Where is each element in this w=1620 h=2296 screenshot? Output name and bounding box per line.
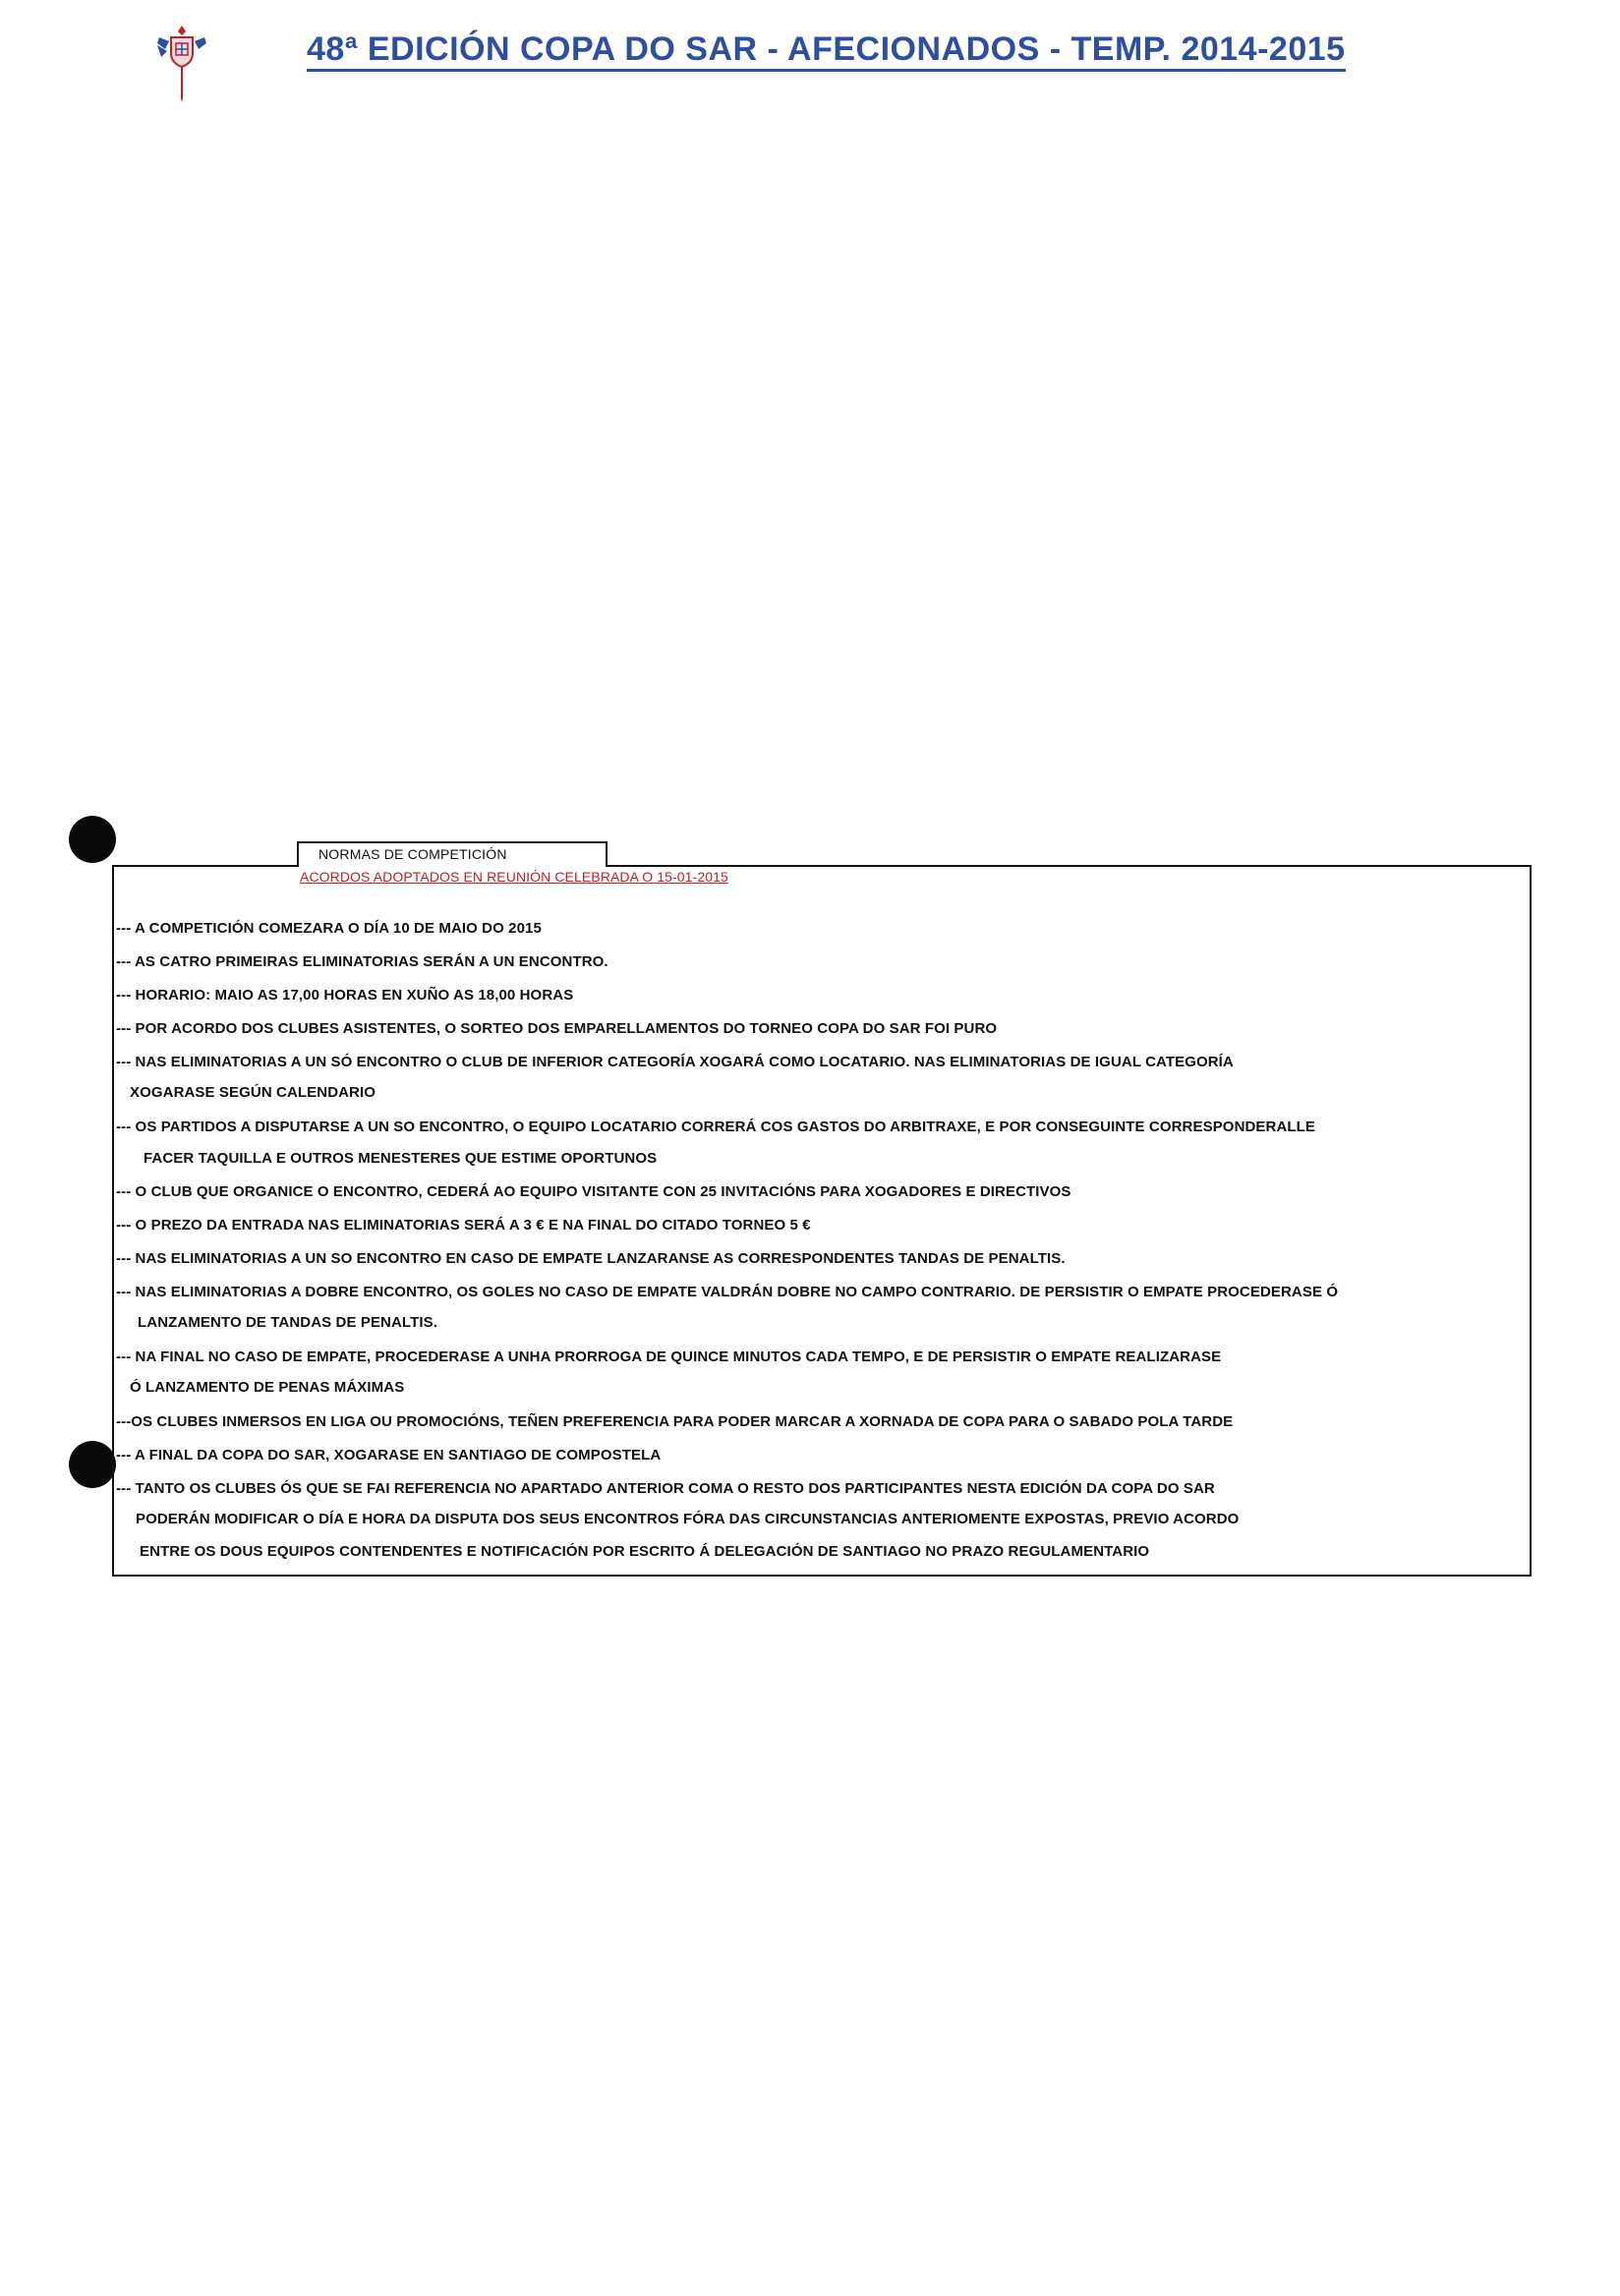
rule-line: --- TANTO OS CLUBES ÓS QUE SE FAI REFERENCIA NO APARTADO ANTERIOR COMA O RESTO DOS PARTICIPANTES NESTA EDICIÓN DA COPA DO SAR [116, 1480, 1215, 1497]
rule-line: Ó LANZAMENTO DE PENAS MÁXIMAS [130, 1379, 405, 1396]
rule-line: ---OS CLUBES INMERSOS EN LIGA OU PROMOCIÓNS, TEÑEN PREFERENCIA PARA PODER MARCAR A XORNADA DE COPA PARA O SABADO POLA TARDE [116, 1413, 1234, 1430]
rule-line: --- O CLUB QUE ORGANICE O ENCONTRO, CEDERÁ AO EQUIPO VISITANTE CON 25 INVITACIÓNS PARA XOGADORES E DIRECTIVOS [116, 1183, 1071, 1200]
binder-hole [69, 1441, 116, 1488]
rule-line: --- NAS ELIMINATORIAS A DOBRE ENCONTRO, OS GOLES NO CASO DE EMPATE VALDRÁN DOBRE NO CAMPO CONTRARIO. DE PERSISTIR O EMPATE PROCEDERASE Ó [116, 1284, 1339, 1300]
rule-line: --- O PREZO DA ENTRADA NAS ELIMINATORIAS SERÁ A 3 € E NA FINAL DO CITADO TORNEO 5 € [116, 1217, 811, 1234]
rule-line: FACER TAQUILLA E OUTROS MENESTERES QUE ESTIME OPORTUNOS [144, 1150, 658, 1167]
page-title: 48ª EDICIÓN COPA DO SAR - AFECIONADOS - TEMP. 2014-2015 [307, 29, 1346, 72]
rule-line: --- NAS ELIMINATORIAS A UN SO ENCONTRO EN CASO DE EMPATE LANZARANSE AS CORRESPONDENTES TANDAS DE PENALTIS. [116, 1250, 1066, 1267]
rule-line: --- HORARIO: MAIO AS 17,00 HORAS EN XUÑO AS 18,00 HORAS [116, 987, 574, 1004]
rule-line: --- A FINAL DA COPA DO SAR, XOGARASE EN SANTIAGO DE COMPOSTELA [116, 1447, 662, 1464]
rule-line: --- AS CATRO PRIMEIRAS ELIMINATORIAS SERÁN A UN ENCONTRO. [116, 953, 608, 970]
rule-line: ENTRE OS DOUS EQUIPOS CONTENDENTES E NOTIFICACIÓN POR ESCRITO Á DELEGACIÓN DE SANTIAGO NO PRAZO REGULAMENTARIO [140, 1543, 1150, 1560]
rule-line: LANZAMENTO DE TANDAS DE PENALTIS. [138, 1314, 437, 1331]
section-tab-label: NORMAS DE COMPETICIÓN [318, 846, 507, 862]
rule-line: --- NA FINAL NO CASO DE EMPATE, PROCEDERASE A UNHA PRORROGA DE QUINCE MINUTOS CADA TEMPO, E DE PERSISTIR O EMPATE REALIZARASE [116, 1349, 1222, 1365]
rule-line: --- OS PARTIDOS A DISPUTARSE A UN SO ENCONTRO, O EQUIPO LOCATARIO CORRERÁ COS GASTOS DO ARBITRAXE, E POR CONSEGUINTE CORRESPONDERALLE [116, 1119, 1316, 1135]
rule-line: --- A COMPETICIÓN COMEZARA O DÍA 10 DE MAIO DO 2015 [116, 920, 542, 937]
section-subtitle: ACORDOS ADOPTADOS EN REUNIÓN CELEBRADA O 15-01-2015 [300, 869, 728, 885]
rule-line: --- NAS ELIMINATORIAS A UN SÓ ENCONTRO O CLUB DE INFERIOR CATEGORÍA XOGARÁ COMO LOCATARIO. NAS ELIMINATORIAS DE IGUAL CATEGORÍA [116, 1054, 1234, 1070]
club-crest-icon [155, 24, 208, 102]
rule-line: XOGARASE SEGÚN CALENDARIO [130, 1084, 376, 1101]
rule-line: --- POR ACORDO DOS CLUBES ASISTENTES, O SORTEO DOS EMPARELLAMENTOS DO TORNEO COPA DO SAR FOI PURO [116, 1020, 998, 1037]
rule-line: PODERÁN MODIFICAR O DÍA E HORA DA DISPUTA DOS SEUS ENCONTROS FÓRA DAS CIRCUNSTANCIAS ANTERIOMENTE EXPOSTAS, PREVIO ACORDO [136, 1511, 1240, 1527]
binder-hole [69, 816, 116, 863]
section-tab [297, 841, 608, 867]
